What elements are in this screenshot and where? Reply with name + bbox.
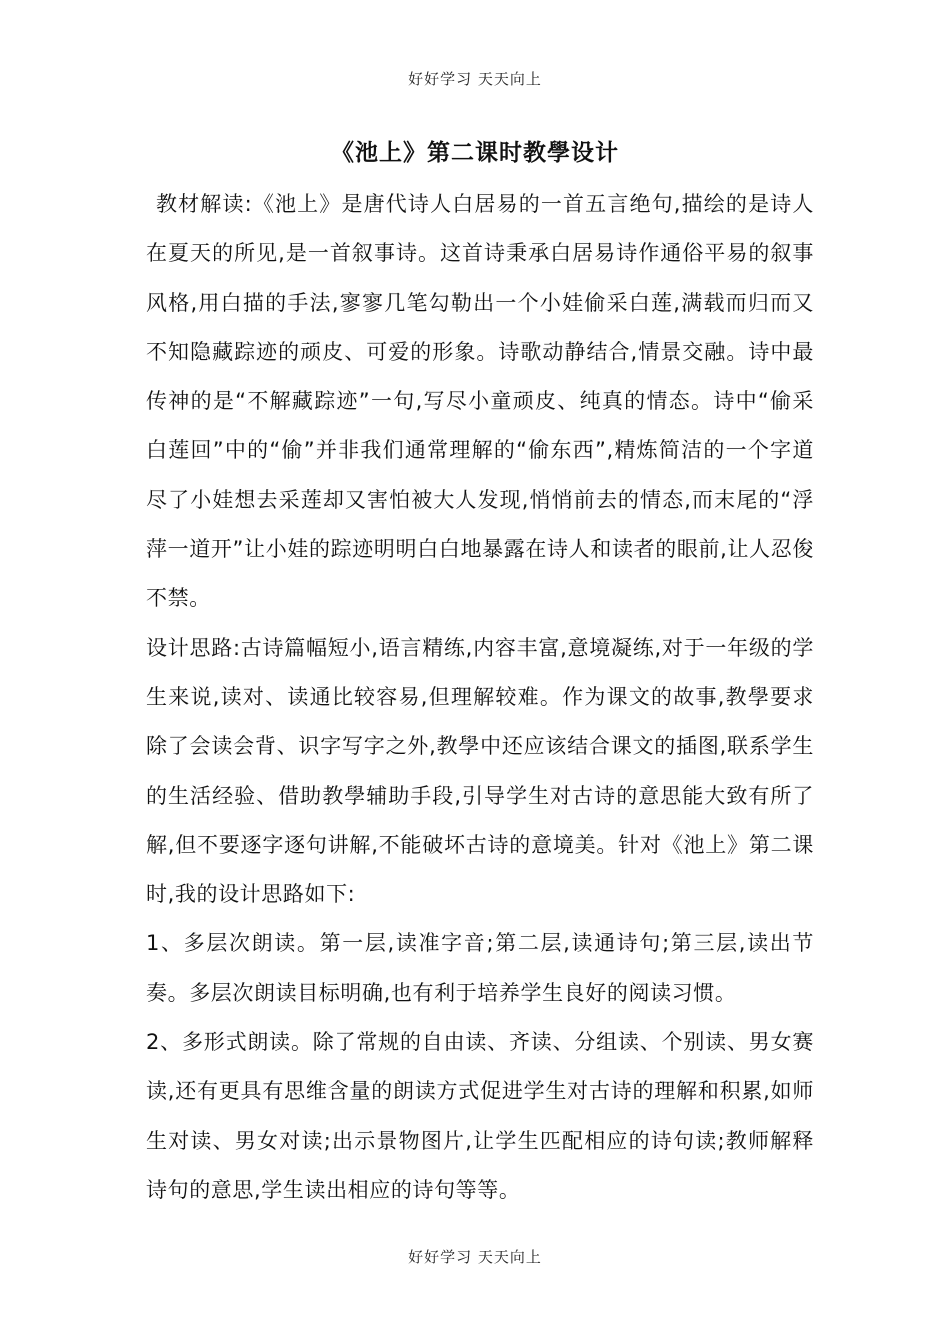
document-body bbox=[146, 180, 814, 1215]
paragraph-textbook-interpretation: 教材解读:《池上》是唐代诗人白居易的一首五言绝句,描绘的是诗人在夏天的所见,是一首叙事诗。这首诗秉承白居易诗作通俗平易的叙事风格,用白描的手法,寥寥几笔勾勒出一个小娃偷采白莲,满载而归而又不知隐藏踪迹的顽皮、可爱的形象。诗歌动静结合,情景交融。诗中最传神的是“不解藏踪迹”一句,写尽小童顽皮、纯真的情态。诗中“偷采白莲回”中的“偷”并非我们通常理解的“偷东西”,精炼简洁的一个字道尽了小娃想去采莲却又害怕被大人发现,悄悄前去的情态,而末尾的“浮萍一道开”让小娃的踪迹明明白白地暴露在诗人和读者的眼前,让人忍俊不禁。 bbox=[146, 192, 814, 611]
paragraph-design-approach: 设计思路:古诗篇幅短小,语言精练,内容丰富,意境凝练,对于一年级的学生来说,读对、读通比较容易,但理解较难。作为课文的故事,教學要求除了会读会背、识字写字之外,教學中还应该结合课文的插图,联系学生的生活经验、借助教學辅助手段,引导学生对古诗的意思能大致有所了解,但不要逐字逐句讲解,不能破坏古诗的意境美。针对《池上》第二课时,我的设计思路如下: bbox=[146, 635, 814, 907]
page-footer: 好好学习 天天向上 bbox=[408, 1248, 542, 1266]
page-header: 好好学习 天天向上 bbox=[408, 70, 542, 88]
paragraph-multi-form-reading: 2、多形式朗读。除了常规的自由读、齐读、分组读、个别读、男女赛读,还有更具有思维含量的朗读方式促进学生对古诗的理解和积累,如师生对读、男女对读;出示景物图片,让学生匹配相应的诗句读;教师解释诗句的意思,学生读出相应的诗句等等。 bbox=[146, 1030, 814, 1202]
document-title: 《池上》第二课时教學设计 bbox=[331, 140, 619, 166]
paragraph-multi-level-reading: 1、多层次朗读。第一层,读准字音;第二层,读通诗句;第三层,读出节奏。多层次朗读目标明确,也有利于培养学生良好的阅读习惯。 bbox=[146, 931, 814, 1005]
